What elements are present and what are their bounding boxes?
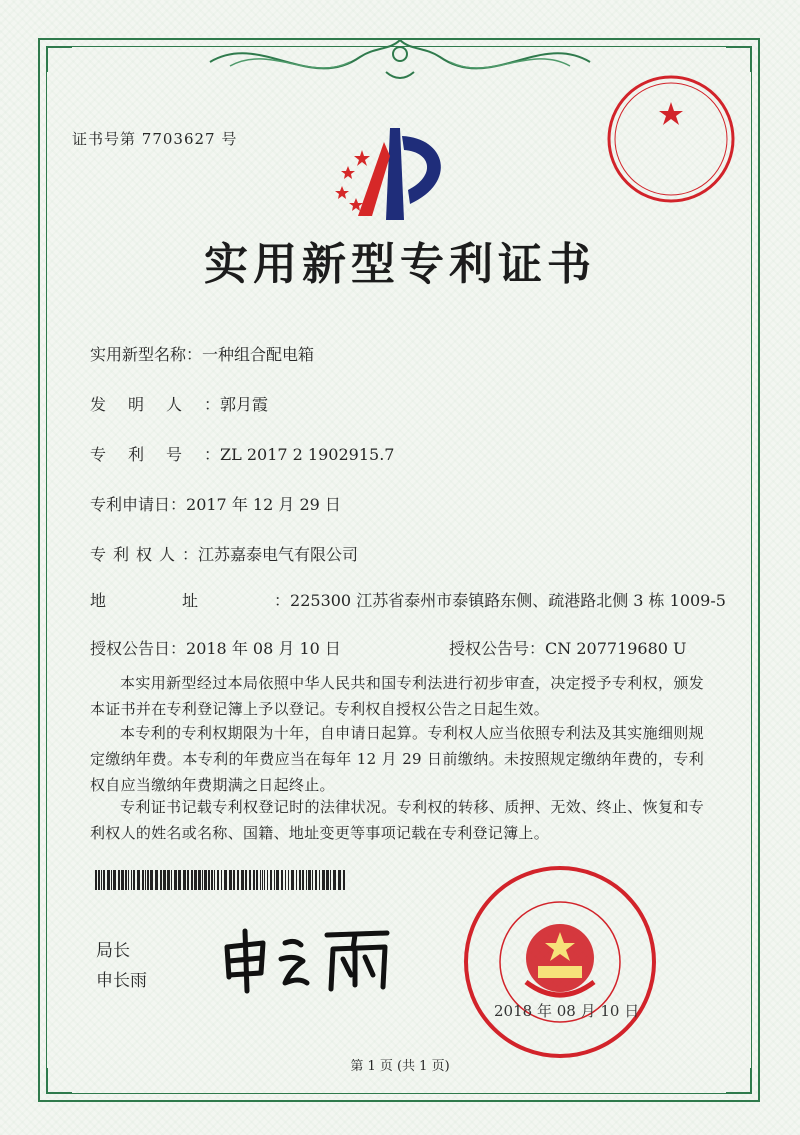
grant-number-value: CN 207719680 U [545, 639, 687, 658]
barcode-icon [95, 870, 350, 890]
inventor-row [90, 392, 268, 415]
director-title: 局长 [96, 941, 130, 961]
page-number: 第 1 页 (共 1 页) [350, 1059, 450, 1074]
patentee-row [90, 542, 358, 565]
inventor-value: 郭月霞 [220, 395, 269, 414]
patent-number-value: ZL 2017 2 1902915.7 [220, 445, 395, 464]
grant-number-label: 授权公告号： [449, 639, 546, 658]
patentee-label: 专利权人 [90, 545, 183, 564]
filing-date-row [90, 492, 341, 515]
address-row [90, 588, 726, 611]
grant-number-row [449, 636, 687, 659]
grant-date-row [90, 636, 341, 659]
filing-date-value: 2017 年 12 月 29 日 [186, 495, 341, 514]
corner-ornament [46, 46, 72, 72]
address-value: 225300 江苏省泰州市泰镇路东侧、疏港路北侧 3 栋 1009-5 [290, 591, 726, 610]
paragraph-term: 本专利的专利权期限为十年，自申请日起算。专利权人应当依照专利法及其实施细则规定缴纳年费。本专利的年费应当在每年 12 月 29 日前缴纳。未按照规定缴纳年费的，专利权自应当缴纳年费期满之日起终止。 [90, 724, 704, 794]
certificate-number-label: 证书号第 [72, 130, 137, 148]
certificate-number-suffix: 号 [221, 130, 238, 148]
patent-office-logo-icon [328, 120, 468, 230]
director-name: 申长雨 [96, 971, 147, 991]
patentee-colon: ： [182, 545, 199, 564]
certificate-title: 实用新型专利证书 [204, 239, 596, 290]
paragraph-legal-status: 专利证书记载专利权登记时的法律状况。专利权的转移、质押、无效、终止、恢复和专利权人的姓名或名称、国籍、地址变更等事项记载在专利登记簿上。 [90, 798, 704, 842]
patent-number-row [90, 442, 394, 465]
seal-date: 2018 年 08 月 10 日 [494, 1002, 640, 1020]
grant-date-label: 授权公告日： [90, 639, 187, 658]
filing-date-label: 专利申请日： [90, 495, 187, 514]
inventor-label: 发明人 [90, 395, 205, 414]
director-signature-icon [215, 925, 405, 995]
tax-stamp-icon [604, 72, 738, 206]
patent-number-label: 专利号 [90, 445, 205, 464]
paragraph-examination: 本实用新型经过本局依照中华人民共和国专利法进行初步审查，决定授予专利权，颁发本证书并在专利登记簿上予以登记。专利权自授权公告之日起生效。 [90, 674, 704, 718]
utility-model-name-row [90, 342, 314, 365]
address-colon: ： [274, 591, 291, 610]
grant-date-value: 2018 年 08 月 10 日 [186, 639, 341, 658]
corner-ornament [726, 46, 752, 72]
top-ornament [200, 32, 600, 92]
utility-model-name-value: 一种组合配电箱 [202, 345, 315, 364]
national-ip-seal-icon [460, 862, 660, 1062]
patentee-value: 江苏嘉泰电气有限公司 [198, 545, 359, 564]
inventor-colon: ： [204, 395, 221, 414]
certificate-number-value: 7703627 [141, 130, 216, 148]
patent-number-colon: ： [204, 445, 221, 464]
certificate-number [72, 128, 237, 149]
utility-model-name-label: 实用新型名称： [90, 345, 203, 364]
address-label: 地址 [90, 591, 275, 610]
